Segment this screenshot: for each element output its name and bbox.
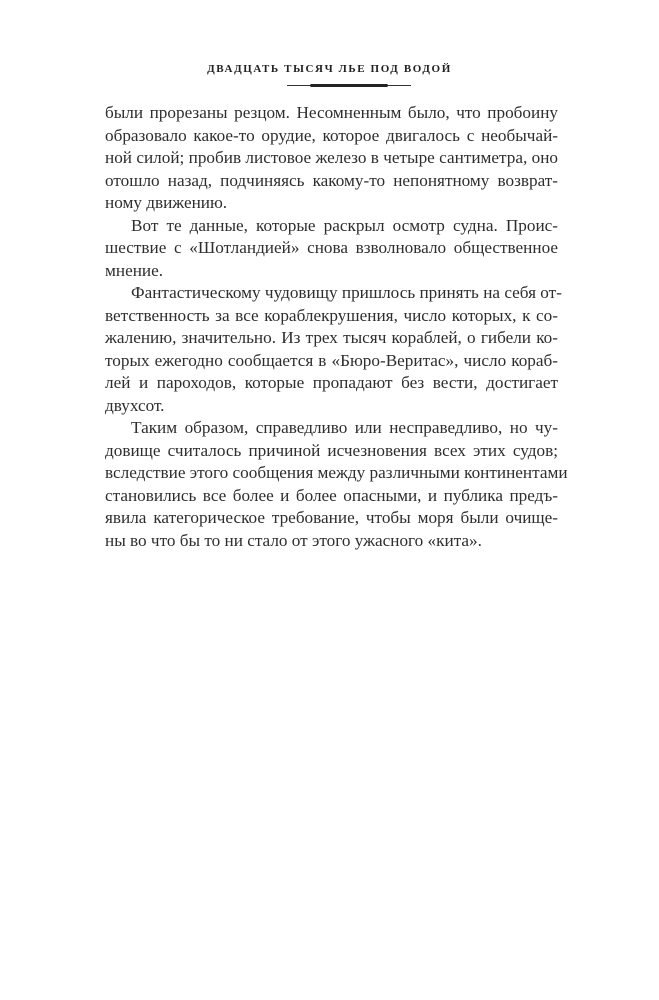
text-line: мнение. xyxy=(105,260,164,280)
text-line: ной силой; пробив листовое железо в четыре сантиметра, оно xyxy=(105,148,558,167)
text-line: жалению, значительно. Из трех тысяч кораблей, о гибели ко- xyxy=(105,328,558,347)
text-line: довище считалось причиной исчезновения всех этих судов; xyxy=(105,440,558,460)
text-line: ному движению. xyxy=(105,193,228,212)
paragraph xyxy=(105,417,568,552)
text-line: Таким образом, справедливо или несправедливо, но чу- xyxy=(131,418,558,437)
header-rule-ornament xyxy=(310,84,388,87)
text-line: торых ежегодно сообщается в «Бюро-Веритас», число кораб- xyxy=(105,350,558,370)
text-line: становились все более и более опасными, и публика предъ- xyxy=(105,485,558,505)
text-line: Вот те данные, которые раскрыл осмотр судна. Проис- xyxy=(131,215,558,235)
text-line: отошло назад, подчиняясь какому-то непонятному возврат- xyxy=(105,170,558,190)
text-line: образовало какое-то орудие, которое двигалось с необычай- xyxy=(105,125,558,145)
text-line: ветственность за все кораблекрушения, число которых, к со- xyxy=(105,305,558,325)
text-line: шествие с «Шотландией» снова взволновало общественное xyxy=(105,238,558,257)
paragraph xyxy=(105,282,562,417)
text-line: были прорезаны резцом. Несомненным было, что пробоину xyxy=(105,103,558,122)
text-line: явила категорическое требование, чтобы моря были очище- xyxy=(105,508,558,527)
body-text xyxy=(105,102,568,552)
text-line: Фантастическому чудовищу пришлось принять на себя от- xyxy=(131,283,562,302)
text-line: вследствие этого сообщения между различными континентами xyxy=(105,463,568,482)
running-header: ДВАДЦАТЬ ТЫСЯЧ ЛЬЕ ПОД ВОДОЙ xyxy=(207,63,452,75)
text-line: лей и пароходов, которые пропадают без вести, достигает xyxy=(105,373,558,392)
text-line: двухсот. xyxy=(105,395,165,415)
paragraph xyxy=(105,102,558,215)
text-line: ны во что бы то ни стало от этого ужасного «кита». xyxy=(105,530,482,550)
paragraph xyxy=(105,215,558,283)
